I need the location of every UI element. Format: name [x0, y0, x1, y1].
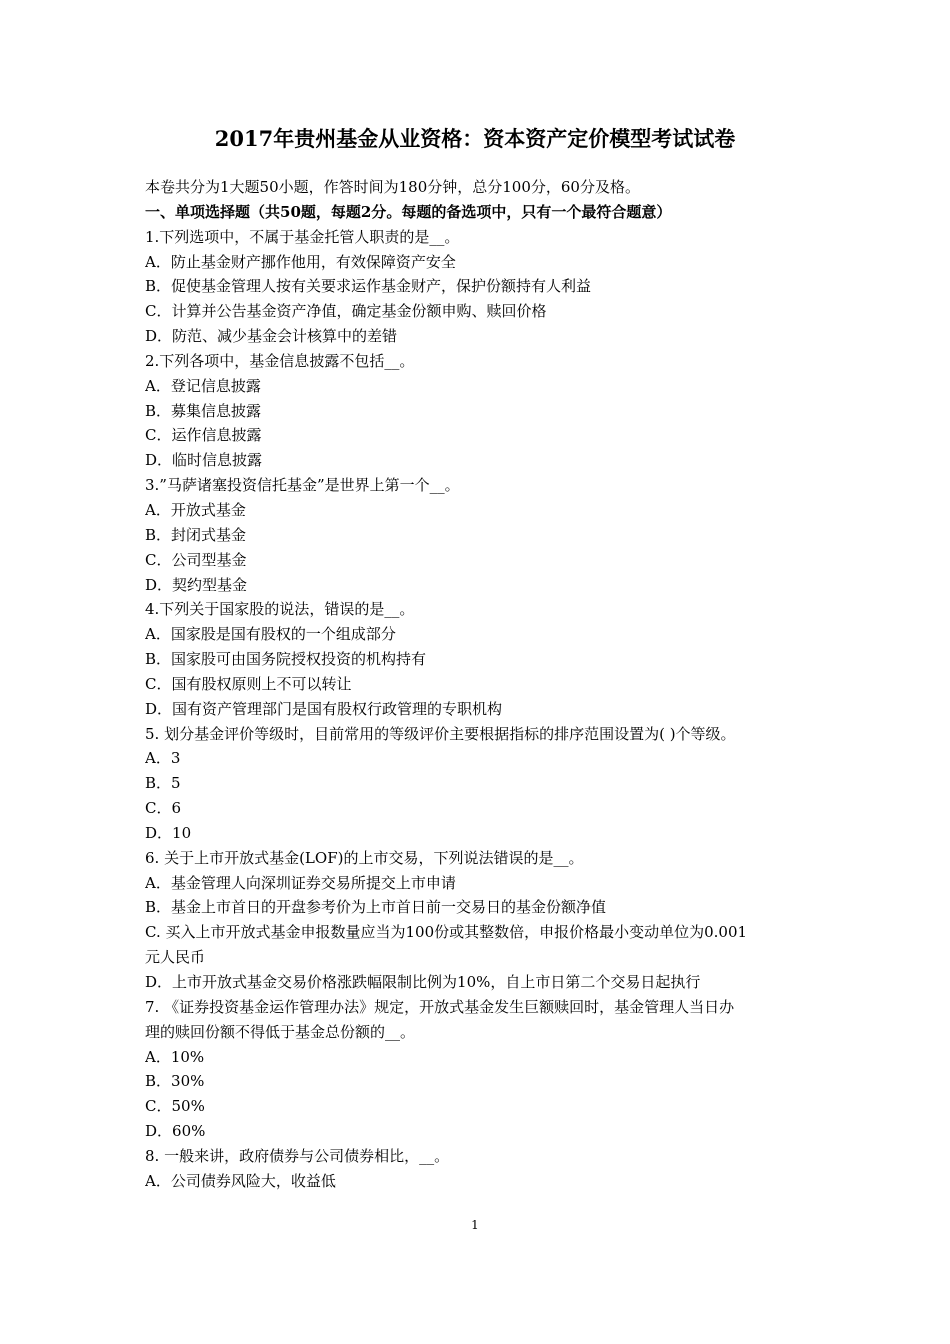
option-line: C．国有股权原则上不可以转让	[145, 674, 352, 693]
option-line: A．国家股是国有股权的一个组成部分	[145, 625, 396, 644]
option-line: A．基金管理人向深圳证券交易所提交上市申请	[145, 873, 456, 892]
option-line: A．10%	[145, 1047, 205, 1066]
option-line: C．计算并公告基金资产净值，确定基金份额申购、赎回价格	[145, 302, 547, 321]
exam-intro: 本卷共分为1大题50小题，作答时间为180分钟，总分100分，60分及格。	[145, 178, 640, 196]
option-line: D．60%	[145, 1122, 206, 1141]
option-line: A．开放式基金	[145, 500, 246, 519]
option-line: A．登记信息披露	[145, 376, 261, 395]
question-line: 7. 《证券投资基金运作管理办法》规定，开放式基金发生巨额赎回时，基金管理人当日办	[145, 997, 735, 1016]
option-line: A．3	[145, 749, 181, 768]
question-line: 4.下列关于国家股的说法，错误的是__。	[145, 600, 415, 619]
option-line: B．封闭式基金	[145, 525, 247, 544]
option-line: C．6	[145, 799, 182, 818]
option-line: D．国有资产管理部门是国有股权行政管理的专职机构	[145, 699, 503, 718]
option-line: A．防止基金财产挪作他用，有效保障资产安全	[145, 252, 456, 271]
page-number: 1	[471, 1218, 479, 1232]
question-line: 2.下列各项中，基金信息披露不包括__。	[145, 351, 415, 370]
document-title: 2017年贵州基金从业资格：资本资产定价模型考试试卷	[214, 126, 736, 151]
option-line-continued: 元人民币	[145, 948, 206, 967]
option-line: D．契约型基金	[145, 575, 248, 594]
option-line: B．募集信息披露	[145, 401, 262, 420]
option-line: B．促使基金管理人按有关要求运作基金财产，保护份额持有人利益	[145, 277, 592, 296]
option-line: D．10	[145, 823, 192, 842]
option-line: D．防范、减少基金会计核算中的差错	[145, 327, 398, 346]
option-line: B．5	[145, 774, 181, 793]
option-line: C．50%	[145, 1097, 205, 1116]
question-line: 6. 关于上市开放式基金(LOF)的上市交易，下列说法错误的是__。	[145, 848, 584, 867]
question-line: 3.”马萨诸塞投资信托基金”是世界上第一个__。	[145, 476, 460, 495]
question-line: 8. 一般来讲，政府债券与公司债券相比，__。	[145, 1146, 450, 1165]
option-line: D．上市开放式基金交易价格涨跌幅限制比例为10%，自上市日第二个交易日起执行	[145, 973, 701, 991]
question-line: 5. 划分基金评价等级时，目前常用的等级评价主要根据指标的排序范围设置为( )个等级。	[145, 724, 736, 743]
question-line-continued: 理的赎回份额不得低于基金总份额的__。	[145, 1022, 416, 1041]
option-line: A．公司债券风险大，收益低	[145, 1171, 336, 1190]
option-line: B．30%	[145, 1072, 205, 1091]
option-line: C. 买入上市开放式基金申报数量应当为100份或其整数倍，申报价格最小变动单位为0.001	[145, 923, 748, 942]
option-line: C．运作信息披露	[145, 426, 262, 445]
document-body	[145, 175, 815, 1194]
option-line: B．基金上市首日的开盘参考价为上市首日前一交易日的基金份额净值	[145, 898, 607, 917]
question-line: 1.下列选项中，不属于基金托管人职责的是__。	[145, 227, 460, 246]
option-line: D．临时信息披露	[145, 451, 263, 470]
option-line: B．国家股可由国务院授权投资的机构持有	[145, 650, 427, 669]
section-header: 一、单项选择题（共50题，每题2分。每题的备选项中，只有一个最符合题意）	[145, 202, 672, 221]
option-line: C．公司型基金	[145, 550, 247, 569]
